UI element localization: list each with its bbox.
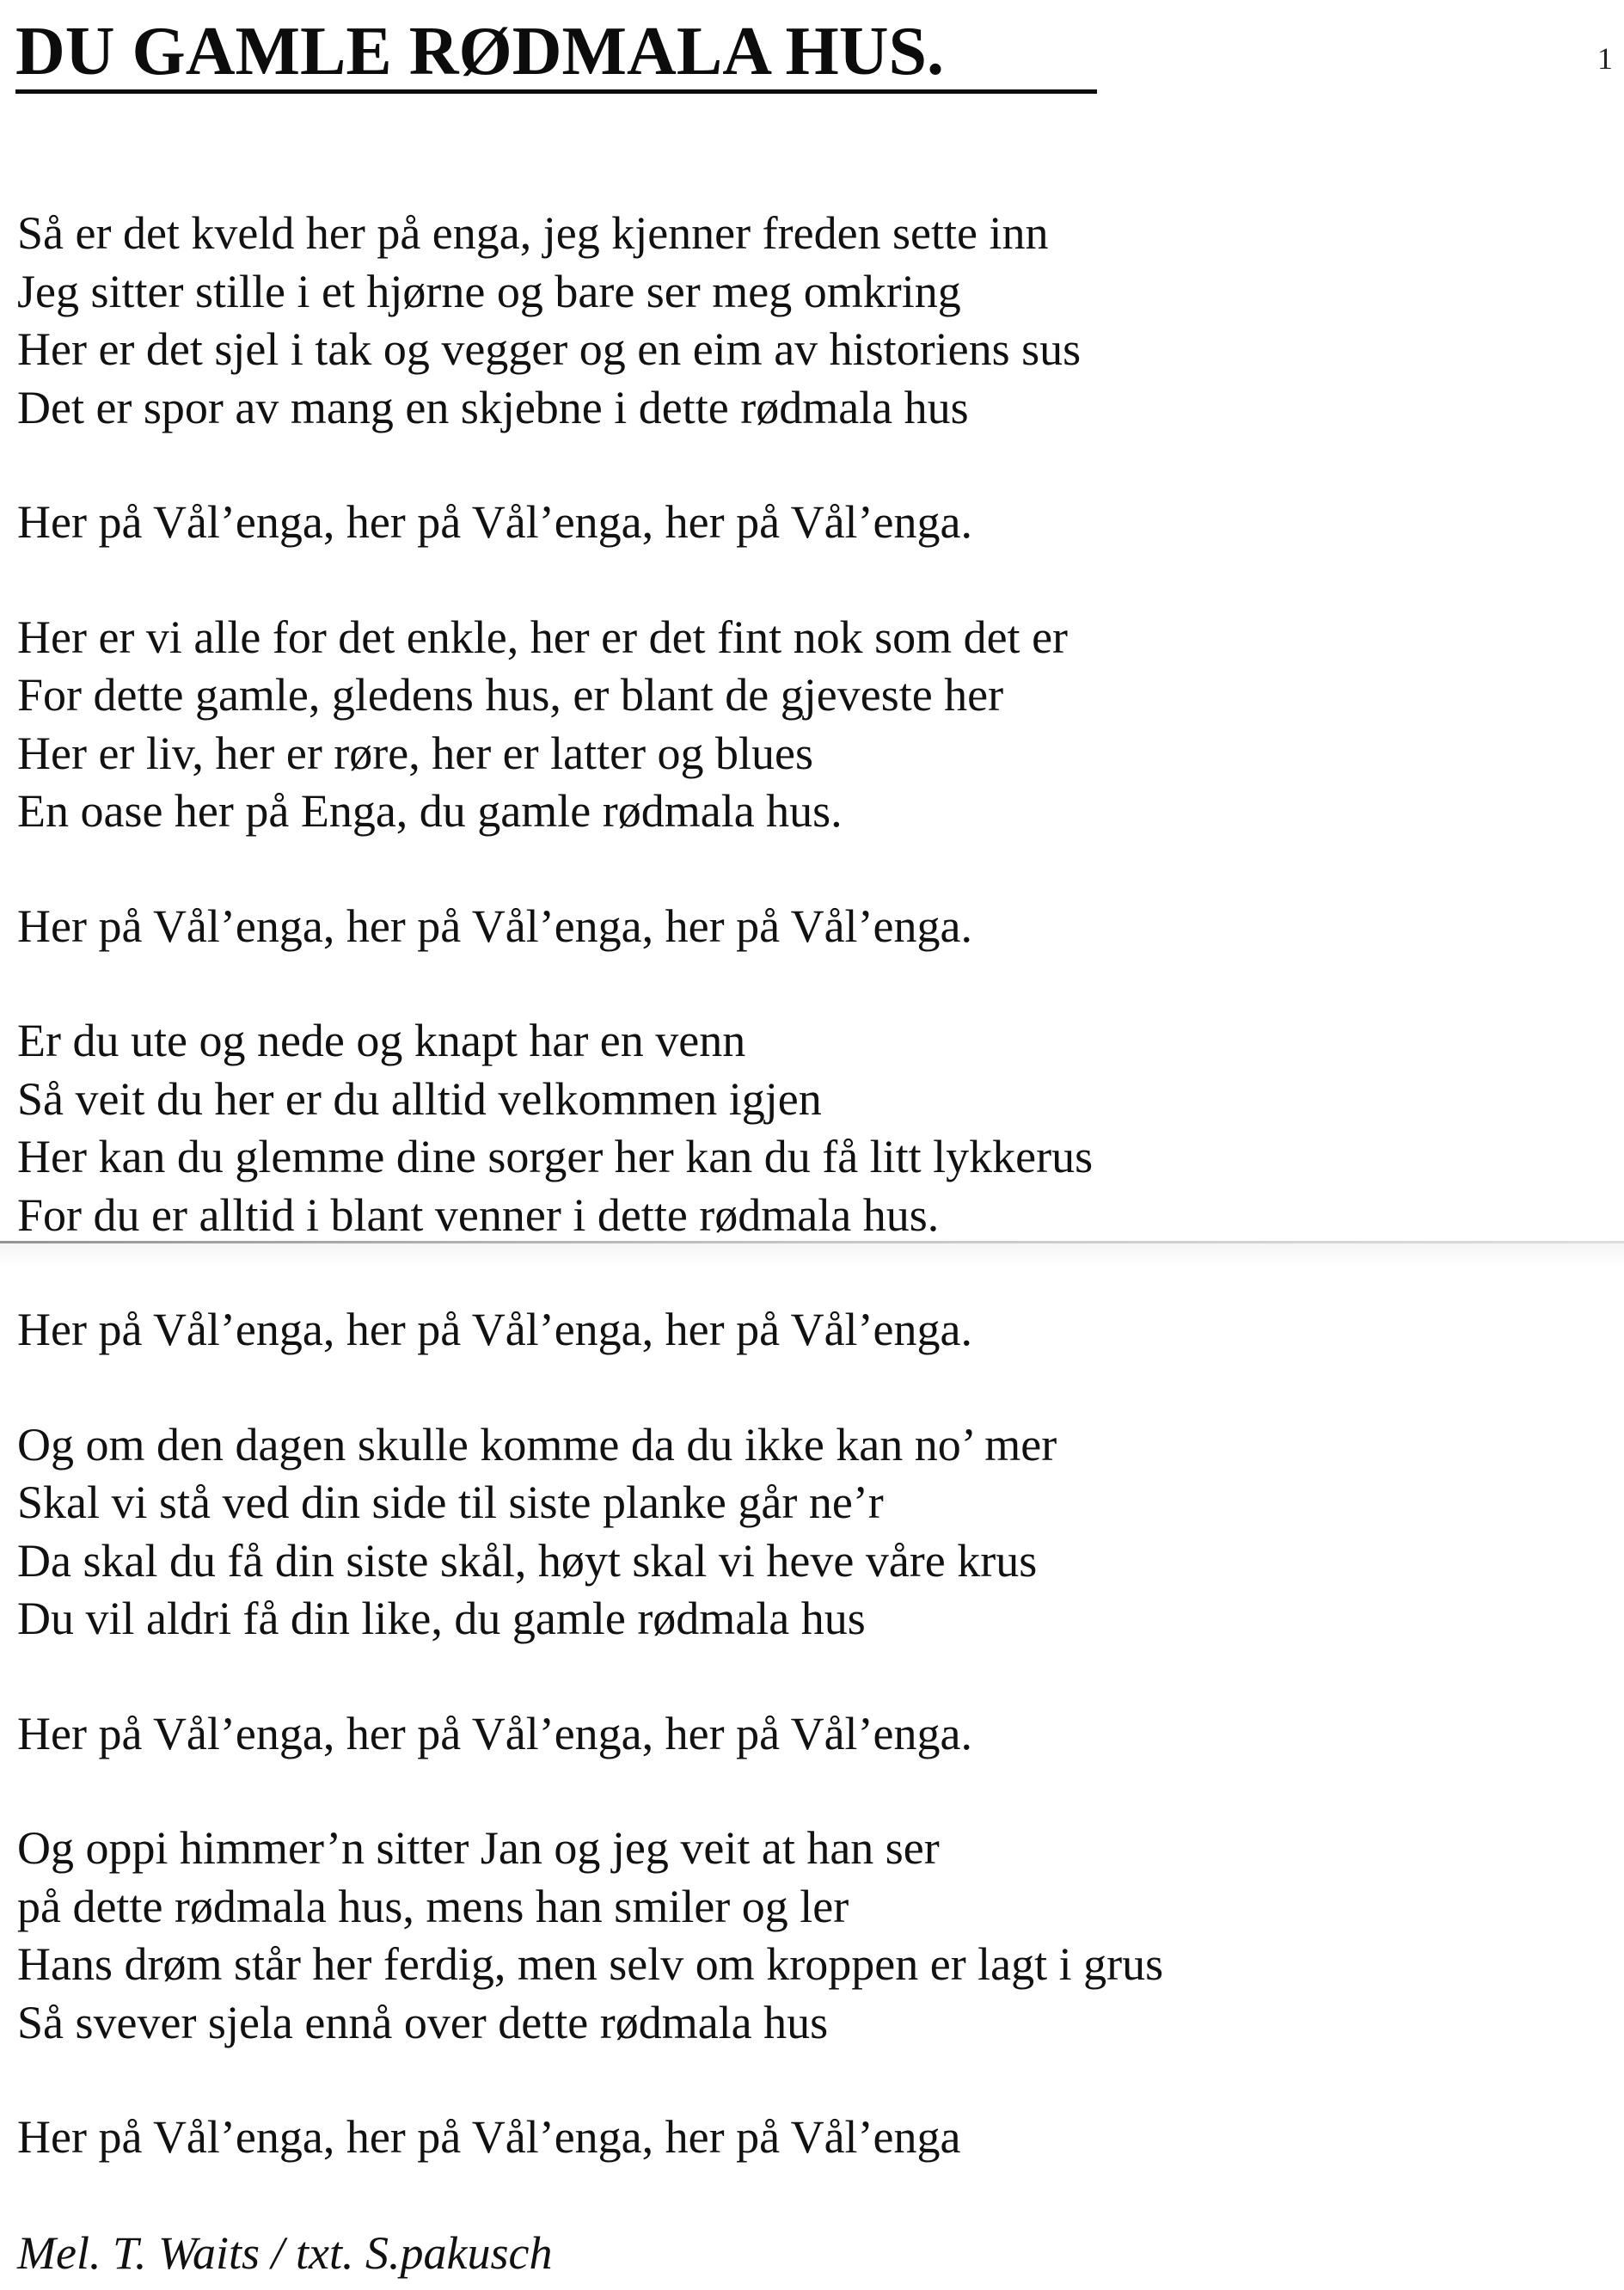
verse-line: Her kan du glemme dine sorger her kan du få litt lykkerus (17, 1131, 1094, 1182)
refrain-3 (17, 1301, 1599, 1360)
verse-line: på dette rødmala hus, mens han smiler og ler (17, 1880, 849, 1932)
verse-line: For dette gamle, gledens hus, er blant de gjeveste her (17, 669, 1004, 721)
stanza-gap (17, 437, 1599, 494)
stanza-gap (17, 1244, 1599, 1301)
verse-line: En oase her på Enga, du gamle rødmala hus. (17, 785, 843, 837)
verse-1 (17, 205, 1599, 437)
verse-line: Så svever sjela ennå over dette rødmala hus (17, 1996, 829, 2048)
refrain-line: Her på Vål’enga, her på Vål’enga, her på Vål’enga. (17, 899, 972, 952)
verse-line: Her er det sjel i tak og vegger og en eim av historiens sus (17, 323, 1082, 375)
refrain-2 (17, 898, 1599, 956)
title-underline (15, 89, 1097, 94)
verse-line: Så veit du her er du alltid velkommen igjen (17, 1072, 822, 1125)
refrain-line: Her på Vål’enga, her på Vål’enga, her på Vål’enga. (17, 1304, 972, 1355)
verse-2 (17, 609, 1599, 841)
stanza-gap (17, 1360, 1599, 1416)
refrain-line: Her på Vål’enga, her på Vål’enga, her på Vål’enga. (17, 496, 972, 548)
refrain-line: Her på Vål’enga, her på Vål’enga, her på Vål’enga. (17, 1707, 972, 1759)
verse-line: Her er liv, her er røre, her er latter og blues (17, 727, 814, 779)
verse-line: Her er vi alle for det enkle, her er det fint nok som det er (17, 611, 1069, 663)
verse-line: Og om den dagen skulle komme da du ikke kan no’ mer (17, 1418, 1057, 1470)
stanza-gap (17, 1763, 1599, 1820)
verse-line: Skal vi stå ved din side til siste planke går ne’r (17, 1477, 884, 1528)
stanza-gap (17, 955, 1599, 1012)
stanza-gap (17, 841, 1599, 898)
verse-line: Så er det kveld her på enga, jeg kjenner freden sette inn (17, 207, 1049, 259)
stanza-gap (17, 2052, 1599, 2109)
verse-line: For du er alltid i blant venner i dette rødmala hus. (17, 1188, 940, 1241)
verse-line: Er du ute og nede og knapt har en venn (17, 1015, 746, 1066)
lyrics (17, 205, 1599, 2167)
verse-line: Det er spor av mang en skjebne i dette rødmala hus (17, 381, 969, 433)
verse-line: Hans drøm står her ferdig, men selv om kroppen er lagt i grus (17, 1938, 1164, 1990)
verse-line: Jeg sitter stille i et hjørne og bare ser meg omkring (17, 265, 961, 317)
verse-5 (17, 1820, 1599, 2052)
refrain-5 (17, 2109, 1599, 2167)
stanza-gap (17, 1648, 1599, 1705)
verse-3 (17, 1012, 1599, 1244)
refrain-line: Her på Vål’enga, her på Vål’enga, her på Vål’enga (17, 2111, 961, 2163)
song-title: DU GAMLE RØDMALA HUS. (15, 14, 945, 89)
verse-4 (17, 1416, 1599, 1648)
song-credit: Mel. T. Waits / txt. S.pakusch (17, 2227, 553, 2279)
refrain-4 (17, 1705, 1599, 1764)
verse-line: Og oppi himmer’n sitter Jan og jeg veit at han ser (17, 1822, 940, 1874)
verse-line: Du vil aldri få din like, du gamle rødmala hus (17, 1593, 866, 1644)
verse-line: Da skal du få din siste skål, høyt skal vi heve våre krus (17, 1534, 1038, 1587)
page-number: 1 (1597, 41, 1613, 76)
stanza-gap (17, 552, 1599, 609)
refrain-1 (17, 494, 1599, 552)
